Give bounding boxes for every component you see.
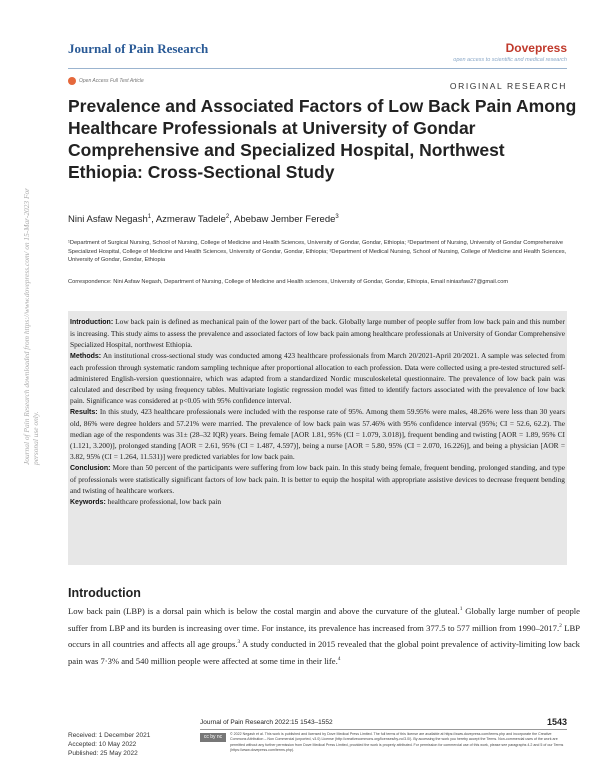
published-date: Published: 25 May 2022 [68,750,138,757]
abstract-text: More than 50 percent of the participants were suffering from low back pain. In this study being female, frequent bending, prolonged standing, and type of professionals were statistically significant factors of low back pain. It is better to equip the hospital with appropriate assistive devices to decrease frequent bending and twisting of healthcare workers. [70,463,565,495]
header-divider [68,68,567,69]
author-name[interactable]: Abebaw Jember Ferede [234,214,336,226]
abstract-box [68,311,567,565]
body-text: LBP occurs in all countries and affects all age groups. [68,622,580,650]
open-access-icon [68,77,76,85]
abstract-label: Introduction: [70,319,114,326]
introduction-paragraph [68,602,580,669]
author-affiliation-ref: 1 [147,214,152,220]
article-dates [68,731,150,758]
correspondence: Correspondence: Nini Asfaw Negash, Department of Nursing, College of Medicine and Health sciences, University of Gondar, Gondar, Ethiopia, Email niniasfaw27@gmail.com [68,279,509,285]
author-list: Nini Asfaw Negash$^1$, Azmeraw Tadele$^2$, Abebaw Jember Ferede$^3$ [68,214,339,226]
abstract-label: Conclusion: [70,465,111,472]
article-type-label: ORIGINAL RESEARCH [449,81,567,91]
open-access-label: Open Access Full Text Article [79,78,144,84]
author-affiliation-ref: 2 [225,214,230,220]
abstract-conclusion [70,462,565,496]
creative-commons-icon[interactable]: cc by nc [200,733,226,742]
citation-ref[interactable]: 3 [237,639,241,646]
citation-ref[interactable]: 4 [337,655,341,662]
journal-citation: Journal of Pain Research 2022:15 1543–1552 [200,719,333,726]
abstract-text: An institutional cross-sectional study was conducted among 423 healthcare professionals from March 20/2021-April 20/2021. A sample was selected from each profession through systematic random sampling technique after proportional allocation to each profession. Data were collected using a pre-tested structured self-administered English-version questionnaire, which was adapted from a standardized Nordic musculoskeletal questionnaire. The prevalence of low back pain was calculated and described by using frequency tables. Multivariate logistic regression model was fitted to identify factors associated with the prevalence of low back pain. Significance was considered at p<0.05 with 95% confidence interval. [70,351,565,405]
abstract-methods [70,350,565,406]
journal-name[interactable]: Journal of Pain Research [68,41,209,56]
abstract-label: Keywords: [70,499,106,506]
download-watermark: Journal of Pain Research downloaded from https://www.dovepress.com/ on 15-Mar-2023 For personal use only. [22,187,40,465]
publisher-logo[interactable]: Dovepress [505,41,567,55]
abstract-label: Methods: [70,353,102,360]
article-title: Prevalence and Associated Factors of Low Back Pain Among Healthcare Professionals at University of Gondar Comprehensive and Specialized Hospital, Northwest Ethiopia: Cross-Sectional Study [68,96,577,182]
citation-ref[interactable]: 2 [559,622,562,629]
accepted-date: Accepted: 10 May 2022 [68,741,137,748]
introduction-heading: Introduction [68,586,141,600]
publisher-tagline: open access to scientific and medical research [453,57,567,63]
abstract-label: Results: [70,409,98,416]
abstract-results [70,406,565,462]
author-name[interactable]: Nini Asfaw Negash [68,214,148,226]
abstract-keywords [70,496,565,508]
license-text: © 2022 Negash et al. This work is published and licensed by Dove Medical Press Limited. The full terms of this license are available at https://www.dovepress.com/terms.php and incorporate the Creative Commons Attribution – Non Commercial (unported, v3.0) License (http://creativecommons.org/licenses/by-nc/3.0/). By accessing the work you hereby accept the Terms. Non-commercial uses of the work are permitted without any further permission from Dove Medical Press Limited, provided the work is properly attributed. For permission for commercial use of this work, please see paragraphs 4.2 and 5 of our Terms (https://www.dovepress.com/terms.php). [230,732,564,753]
page-number: 1543 [546,717,567,727]
body-text: A study conducted in 2015 revealed that the global point prevalence of activity-limiting low back pain was 7·3% and 540 million people were affected at some time in their life. [68,639,580,666]
received-date: Received: 1 December 2021 [68,732,151,739]
body-text: Globally large number of people suffer from LBP and its burden is increasing over time. For instance, its prevalence has increased from 377.5 to 577 million from 1990–2017. [68,605,580,633]
abstract-introduction [70,316,565,350]
citation-ref[interactable]: 1 [459,606,463,612]
abstract-text: healthcare professional, low back pain [105,497,222,506]
abstract-text: In this study, 423 healthcare professionals were included with the response rate of 95%. Among them 59.95% were males, 48.26% were less than 30 years old, 86% were degree holders and 57.21% were married. The prevalence of low back pain was 57.46% with 95% confidence interval (95%; CI = 52.6, 62.2). The median age of the respondents was 31± (28–32 IQR) years. Being female [AOR 1.81, 95% (CI = 1.079, 3.018)], frequent bending and twisting [AOR = 1.89, 95% CI (1.121, 3.200)], prolonged standing [AOR = 2.61, 95% (CI = 1.487, 4.597)], being a nurse [AOR = 5.80, 95% (CI = 2.070, 16.226)], and being a physician [AOR = 3.82, 95% (CI = 1.264, 11.531)] were predicted variables for low back pain. [70,407,565,461]
affiliations: ¹Department of Surgical Nursing, School of Nursing, College of Medicine and Health Sciences, University of Gondar, Gondar, Ethiopia; ²Department of Nursing, University of Gondar Comprehensive Specialized Hospital, College of Medicine and Health Sciences, University of Gondar, Gondar, Ethiopia; ³Department of Medical Nursing, School of Nursing, College of Medicine and Health Sciences, University of Gondar, Gondar, Ethiopia [68,240,567,264]
author-affiliation-ref: 3 [335,214,339,220]
footer-divider [200,729,567,730]
author-name[interactable]: Azmeraw Tadele [155,214,226,226]
body-text: Low back pain (LBP) is a dorsal pain which is below the costal margin and above the curvature of the gluteal. [68,605,460,616]
abstract-text: Low back pain is defined as mechanical pain of the lower part of the back. Globally large number of people suffer from low back pain and this number is increasing. This study aims to assess the prevalence and associated factors of low back pain among healthcare professionals at University of Gondar Comprehensive Specialized Hospital, northwest Ethiopia. [70,317,565,349]
